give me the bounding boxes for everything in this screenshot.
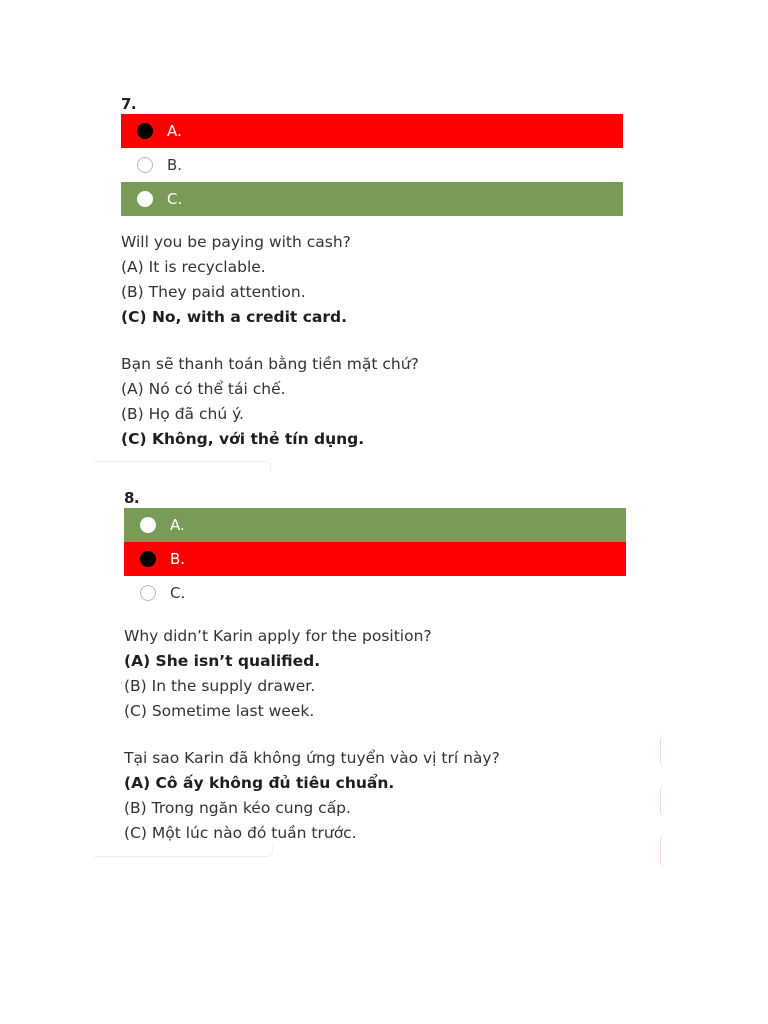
- side-decoration: [660, 835, 665, 867]
- radio-empty-icon[interactable]: [137, 157, 153, 173]
- question-number: 8.: [124, 489, 140, 507]
- answer-line: (B) They paid attention.: [121, 283, 306, 301]
- radio-correct-icon[interactable]: [137, 191, 153, 207]
- question-text: Will you be paying with cash?: [121, 233, 351, 251]
- option-b[interactable]: [124, 542, 626, 576]
- option-label: A.: [170, 516, 185, 534]
- option-label: A.: [167, 122, 182, 140]
- question-number: 7.: [121, 95, 137, 113]
- side-decoration: [660, 735, 665, 767]
- question-text: Bạn sẽ thanh toán bằng tiền mặt chứ?: [121, 355, 419, 373]
- side-decoration: [660, 785, 665, 817]
- option-label: C.: [170, 584, 186, 602]
- english-transcript: [124, 624, 626, 724]
- question-7: [121, 95, 623, 452]
- answer-line: (A) It is recyclable.: [121, 258, 266, 276]
- radio-empty-icon[interactable]: [140, 585, 156, 601]
- radio-selected-icon[interactable]: [140, 551, 156, 567]
- answer-line: (B) Trong ngăn kéo cung cấp.: [124, 799, 351, 817]
- correct-answer-line: (A) Cô ấy không đủ tiêu chuẩn.: [124, 774, 395, 792]
- card-divider: [94, 846, 273, 857]
- correct-answer-line: (C) Không, với thẻ tín dụng.: [121, 430, 365, 448]
- correct-answer-line: (A) She isn’t qualified.: [124, 652, 321, 670]
- option-label: B.: [167, 156, 183, 174]
- question-text: Tại sao Karin đã không ứng tuyển vào vị trí này?: [124, 749, 500, 767]
- option-label: C.: [167, 190, 183, 208]
- english-transcript: [121, 230, 623, 330]
- correct-answer-line: (C) No, with a credit card.: [121, 308, 348, 326]
- answer-line: (B) In the supply drawer.: [124, 677, 316, 695]
- option-a[interactable]: [124, 508, 626, 542]
- answer-line: (C) Một lúc nào đó tuần trước.: [124, 824, 357, 842]
- answer-line: (C) Sometime last week.: [124, 702, 315, 720]
- question-text: Why didn’t Karin apply for the position?: [124, 627, 432, 645]
- answer-options: [121, 114, 623, 216]
- option-b[interactable]: [121, 148, 623, 182]
- option-c[interactable]: [121, 182, 623, 216]
- option-label: B.: [170, 550, 186, 568]
- option-c[interactable]: [124, 576, 626, 610]
- card-divider: [94, 461, 271, 472]
- radio-selected-icon[interactable]: [137, 123, 153, 139]
- vietnamese-transcript: [124, 746, 626, 846]
- answer-options: [124, 508, 626, 610]
- question-8: [124, 489, 626, 846]
- answer-line: (B) Họ đã chú ý.: [121, 405, 244, 423]
- vietnamese-transcript: [121, 352, 623, 452]
- answer-line: (A) Nó có thể tái chế.: [121, 380, 286, 398]
- radio-correct-icon[interactable]: [140, 517, 156, 533]
- option-a[interactable]: [121, 114, 623, 148]
